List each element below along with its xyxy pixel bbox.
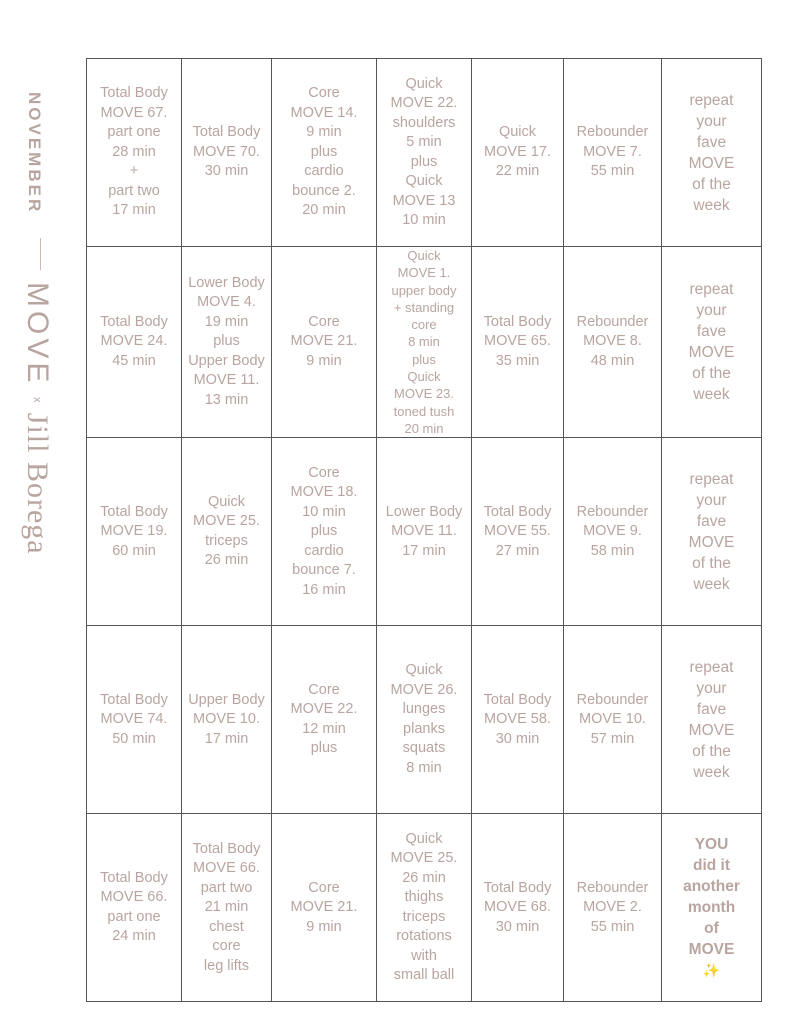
cell-line: MOVE 10. bbox=[579, 711, 646, 728]
calendar-cell bbox=[87, 626, 182, 814]
cell-line: MOVE 74. bbox=[100, 711, 168, 728]
cell-line: Total Body bbox=[192, 124, 261, 141]
cell-line: Total Body bbox=[483, 313, 552, 330]
cell-line: Total Body bbox=[192, 840, 261, 857]
cell-line: 26 min bbox=[402, 869, 446, 886]
cell-line: did it bbox=[692, 857, 731, 875]
calendar-cell bbox=[564, 247, 662, 438]
cell-line: Lower Body bbox=[188, 274, 265, 291]
cell-line: week bbox=[693, 386, 730, 404]
cell-line: 50 min bbox=[112, 730, 156, 747]
calendar-row bbox=[87, 247, 762, 438]
cell-line: small ball bbox=[393, 967, 455, 984]
cell-line: repeat bbox=[689, 281, 734, 299]
cell-line: Quick bbox=[405, 173, 443, 189]
cell-line: MOVE 2. bbox=[583, 899, 642, 916]
calendar-cell bbox=[87, 247, 182, 438]
cell-line: + bbox=[129, 163, 139, 180]
cell-line: Core bbox=[308, 85, 340, 102]
cell-line: MOVE 25. bbox=[193, 513, 260, 530]
cell-line: MOVE 65. bbox=[484, 333, 551, 350]
calendar-row bbox=[87, 59, 762, 247]
cell-line: plus bbox=[213, 333, 240, 350]
cell-line: 8 min bbox=[408, 334, 440, 350]
calendar-cell bbox=[182, 438, 272, 626]
cell-line: your bbox=[696, 491, 727, 509]
cell-line: your bbox=[696, 112, 727, 130]
sparkles-icon: ✨ bbox=[702, 962, 721, 979]
cell-line: 12 min bbox=[302, 720, 346, 737]
cell-line: Rebounder bbox=[576, 691, 649, 708]
cell-line: week bbox=[693, 575, 730, 593]
cell-line: Core bbox=[308, 879, 340, 896]
cell-line: 20 min bbox=[404, 420, 444, 436]
cell-line: MOVE 67. bbox=[100, 104, 168, 121]
calendar-cell bbox=[472, 438, 564, 626]
cell-line: 57 min bbox=[590, 730, 635, 747]
cell-line: 10 min bbox=[402, 212, 446, 228]
cell-line: MOVE 66. bbox=[193, 860, 260, 877]
cell-line: core bbox=[212, 938, 241, 955]
calendar-cell bbox=[272, 438, 377, 626]
cell-line: Total Body bbox=[483, 691, 552, 708]
calendar-cell bbox=[377, 59, 472, 247]
cell-line: triceps bbox=[205, 532, 248, 549]
cell-line: 17 min bbox=[402, 542, 446, 559]
cell-line: of the bbox=[692, 365, 731, 383]
cell-line: Upper Body bbox=[188, 691, 265, 708]
cell-line: Core bbox=[308, 464, 340, 481]
calendar-cell bbox=[472, 247, 564, 438]
cell-line: Quick bbox=[207, 493, 246, 510]
cell-line: thighs bbox=[404, 889, 444, 906]
calendar-cell bbox=[564, 626, 662, 814]
cell-line: 13 min bbox=[204, 391, 249, 408]
cell-line: cardio bbox=[304, 542, 344, 559]
cell-line: 28 min bbox=[112, 143, 156, 160]
cell-line: MOVE 21. bbox=[290, 899, 358, 916]
cell-line: 9 min bbox=[306, 352, 342, 369]
cell-line: 26 min bbox=[204, 552, 249, 569]
cell-line: 30 min bbox=[495, 730, 540, 747]
cell-line: MOVE 22. bbox=[290, 701, 358, 718]
cell-line: plus bbox=[310, 523, 338, 540]
cell-line: fave bbox=[696, 133, 727, 151]
cell-line: MOVE 58. bbox=[484, 711, 551, 728]
cell-line: fave bbox=[696, 512, 727, 530]
cell-line: MOVE 1. bbox=[397, 265, 451, 281]
calendar-cell bbox=[272, 59, 377, 247]
cell-line: triceps bbox=[402, 908, 446, 925]
cell-line: MOVE 9. bbox=[583, 523, 642, 540]
cell-line: 55 min bbox=[590, 163, 635, 180]
cell-line: MOVE bbox=[688, 533, 735, 551]
cell-line: Total Body bbox=[100, 691, 168, 708]
cell-line: month bbox=[687, 899, 736, 917]
cell-line: of the bbox=[692, 175, 731, 193]
calendar-cell bbox=[182, 814, 272, 1002]
cell-line: Core bbox=[308, 681, 340, 698]
cell-line: 27 min bbox=[495, 542, 540, 559]
cell-line: cardio bbox=[304, 163, 344, 180]
calendar-cell bbox=[662, 247, 762, 438]
cell-line: Rebounder bbox=[576, 879, 649, 896]
cell-line: plus bbox=[410, 153, 438, 170]
cell-line: your bbox=[696, 302, 727, 320]
cell-line: 24 min bbox=[112, 928, 156, 945]
calendar-cell bbox=[377, 814, 472, 1002]
cell-line: leg lifts bbox=[203, 957, 250, 974]
calendar-cell bbox=[662, 59, 762, 247]
cell-line: bounce 7. bbox=[292, 562, 356, 579]
cell-line: 48 min bbox=[590, 352, 635, 369]
cell-line: MOVE 68. bbox=[484, 899, 551, 916]
cell-line: Rebounder bbox=[576, 503, 649, 520]
cell-line: Total Body bbox=[100, 869, 168, 886]
cell-line: bounce 2. bbox=[292, 182, 356, 199]
cell-line: MOVE 18. bbox=[290, 484, 358, 501]
cell-line: Total Body bbox=[100, 503, 168, 520]
cell-line: MOVE 7. bbox=[583, 143, 642, 160]
cell-line: repeat bbox=[689, 91, 734, 109]
cell-line: MOVE 55. bbox=[484, 523, 551, 540]
cell-line: 60 min bbox=[112, 542, 156, 559]
cell-line: MOVE 70. bbox=[193, 143, 260, 160]
cell-line: MOVE 26. bbox=[390, 681, 458, 698]
cell-line: of bbox=[704, 920, 719, 938]
cell-line: MOVE bbox=[688, 344, 735, 362]
cell-line: Total Body bbox=[483, 879, 552, 896]
cell-line: repeat bbox=[689, 658, 734, 676]
calendar-grid bbox=[86, 58, 762, 1002]
cell-line: of the bbox=[692, 554, 731, 572]
cell-line: lunges bbox=[402, 701, 446, 718]
cell-line: fave bbox=[696, 323, 727, 341]
cell-line: MOVE 11. bbox=[391, 523, 457, 540]
cell-line: MOVE 66. bbox=[100, 889, 168, 906]
cell-line: core bbox=[411, 317, 437, 333]
cell-line: 21 min bbox=[204, 899, 249, 916]
cell-line: 58 min bbox=[590, 542, 635, 559]
cell-line: toned tush bbox=[393, 403, 455, 419]
cell-line: 30 min bbox=[495, 918, 540, 935]
calendar-cell bbox=[377, 247, 472, 438]
sidebar-divider bbox=[40, 238, 41, 270]
calendar-row bbox=[87, 626, 762, 814]
cell-line: MOVE bbox=[688, 154, 735, 172]
cell-line: plus bbox=[412, 351, 436, 367]
cell-line: 8 min bbox=[406, 759, 442, 776]
calendar-cell bbox=[662, 438, 762, 626]
calendar-cell bbox=[662, 626, 762, 814]
cell-line: 16 min bbox=[302, 581, 346, 598]
calendar-row bbox=[87, 438, 762, 626]
cell-line: with bbox=[411, 947, 437, 964]
calendar-cell bbox=[377, 626, 472, 814]
cell-line: 9 min bbox=[306, 918, 342, 935]
calendar-cell bbox=[472, 814, 564, 1002]
cell-line: MOVE 8. bbox=[583, 333, 642, 350]
cell-line: Quick bbox=[405, 662, 443, 679]
cell-line: 22 min bbox=[495, 163, 540, 180]
cell-line: of the bbox=[692, 742, 731, 760]
cell-line: Total Body bbox=[100, 313, 168, 330]
cell-line: MOVE bbox=[688, 721, 735, 739]
cell-line: week bbox=[693, 196, 730, 214]
cell-line: Quick bbox=[405, 830, 443, 847]
cell-line: 10 min bbox=[302, 503, 346, 520]
calendar-cell bbox=[564, 814, 662, 1002]
cell-line: planks bbox=[403, 720, 445, 737]
cell-line: 35 min bbox=[495, 352, 540, 369]
cell-line: 19 min bbox=[204, 313, 249, 330]
brand-move: MOVE bbox=[21, 282, 54, 387]
cell-line: 5 min bbox=[406, 134, 442, 150]
cell-line: Rebounder bbox=[576, 124, 649, 141]
calendar-cell bbox=[87, 438, 182, 626]
cell-line: MOVE 23. bbox=[394, 386, 454, 402]
cell-line: Lower Body bbox=[385, 503, 463, 520]
cell-line: MOVE 22. bbox=[390, 95, 458, 111]
calendar-cell bbox=[272, 247, 377, 438]
calendar-cell bbox=[87, 59, 182, 247]
cell-line: 30 min bbox=[204, 163, 249, 180]
cell-line: Quick bbox=[407, 369, 441, 385]
cell-line: MOVE 21. bbox=[290, 333, 358, 350]
cell-line: Core bbox=[308, 313, 340, 330]
calendar-cell bbox=[564, 438, 662, 626]
cell-line: fave bbox=[696, 700, 727, 718]
cell-line: another bbox=[683, 878, 740, 896]
calendar-body bbox=[87, 59, 762, 1002]
cell-line: MOVE 19. bbox=[100, 523, 168, 540]
brand-name: Jill Borega bbox=[21, 412, 54, 555]
cell-line: plus bbox=[310, 143, 338, 160]
brand-logo bbox=[20, 282, 54, 555]
cell-line: Rebounder bbox=[576, 313, 649, 330]
cell-line: Total Body bbox=[100, 85, 168, 102]
cell-line: MOVE 14. bbox=[290, 104, 358, 121]
calendar-cell bbox=[662, 814, 762, 1002]
cell-line: Quick bbox=[405, 75, 443, 92]
cell-line: rotations bbox=[396, 928, 452, 945]
cell-line: part two bbox=[200, 879, 253, 896]
calendar-cell bbox=[272, 814, 377, 1002]
cell-line: 20 min bbox=[302, 202, 346, 219]
cell-line: MOVE 10. bbox=[193, 711, 260, 728]
cell-line: repeat bbox=[689, 470, 734, 488]
month-label: NOVEMBER bbox=[25, 92, 44, 215]
cell-line: 17 min bbox=[112, 202, 156, 219]
brand-x: x bbox=[31, 396, 43, 403]
cell-line: MOVE 13 bbox=[392, 192, 456, 209]
calendar-cell bbox=[182, 626, 272, 814]
calendar-cell bbox=[87, 814, 182, 1002]
cell-line: part one bbox=[107, 124, 161, 141]
cell-line: week bbox=[693, 763, 730, 781]
cell-line: 55 min bbox=[590, 918, 635, 935]
calendar-cell bbox=[182, 59, 272, 247]
cell-line: MOVE 17. bbox=[484, 143, 551, 160]
cell-line: MOVE 4. bbox=[197, 294, 256, 311]
cell-line: Quick bbox=[407, 248, 441, 263]
cell-line: 45 min bbox=[112, 352, 156, 369]
cell-line: 17 min bbox=[204, 730, 249, 747]
cell-line: + standing bbox=[393, 299, 455, 315]
cell-line: MOVE 25. bbox=[390, 850, 458, 867]
calendar-cell bbox=[182, 247, 272, 438]
cell-line: squats bbox=[402, 740, 446, 757]
calendar-row bbox=[87, 814, 762, 1002]
cell-line: your bbox=[696, 679, 727, 697]
cell-line: YOU bbox=[694, 836, 729, 854]
cell-line: part two bbox=[108, 182, 160, 199]
cell-line: MOVE 24. bbox=[100, 333, 168, 350]
cell-line: shoulders bbox=[392, 114, 456, 131]
cell-line: Quick bbox=[498, 124, 537, 141]
calendar-cell bbox=[472, 59, 564, 247]
cell-line: Upper Body bbox=[188, 352, 265, 369]
calendar-cell bbox=[472, 626, 564, 814]
cell-line: MOVE bbox=[688, 941, 735, 959]
cell-line: Total Body bbox=[483, 503, 552, 520]
cell-line: part one bbox=[107, 908, 161, 925]
calendar-cell bbox=[564, 59, 662, 247]
cell-line: upper body bbox=[391, 282, 457, 298]
cell-line: 9 min bbox=[306, 124, 342, 141]
cell-line: chest bbox=[209, 918, 244, 935]
cell-line: MOVE 11. bbox=[193, 372, 260, 389]
calendar-cell bbox=[377, 438, 472, 626]
calendar-cell bbox=[272, 626, 377, 814]
cell-line: plus bbox=[310, 740, 338, 757]
